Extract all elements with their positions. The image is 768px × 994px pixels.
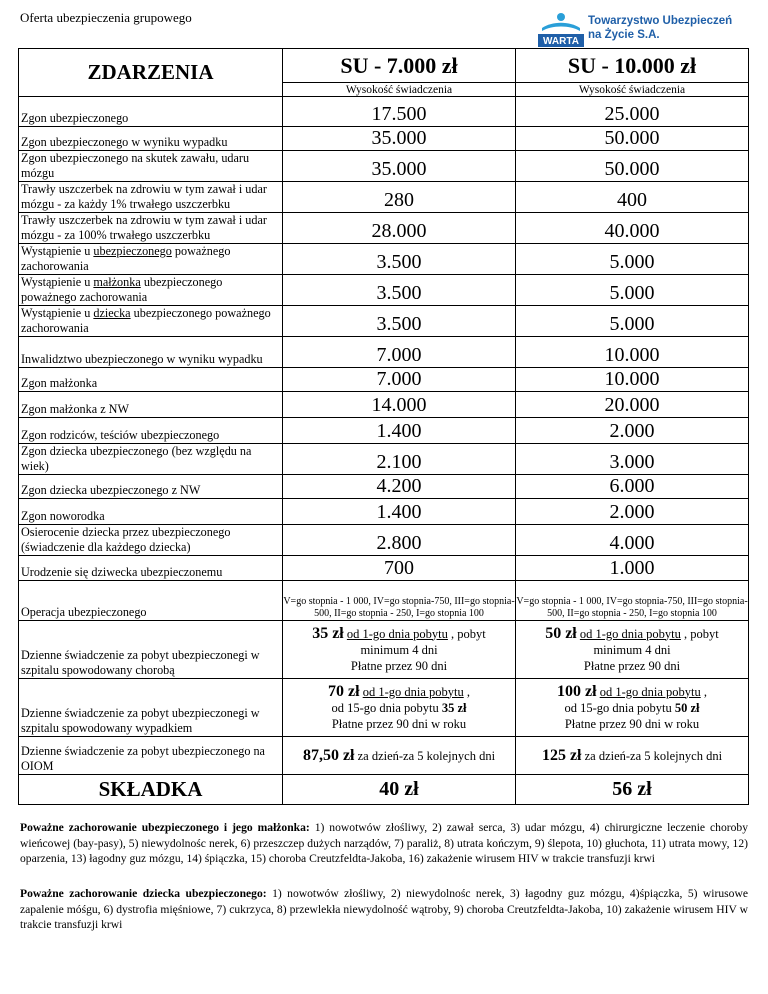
benefit-value-su10000: 3.000 xyxy=(516,444,749,475)
table-row-hospital-illness xyxy=(19,621,749,679)
event-label: Zgon ubezpieczonego xyxy=(19,97,283,127)
benefit-value-su7000: 4.200 xyxy=(283,475,516,499)
table-row-hospital-accident xyxy=(19,679,749,737)
benefit-value-su7000: 3.500 xyxy=(283,275,516,306)
premium-su7000: 40 zł xyxy=(283,775,516,805)
table-row-oiom xyxy=(19,737,749,775)
benefit-value-su10000: 5.000 xyxy=(516,275,749,306)
paid-days-text: Płatne przez 90 dni w roku xyxy=(331,716,467,731)
note1-text: 1) nowotwów złośliwy, 2) zawał serca, 3) udar mózgu, 4) chirurgiczne leczenie choroby wieńcowej (bay-pasy), 5) niewydolnośc nerek, 6) przeszczep dużych narządów, 7) paraliż, 8) utrata kończym, 9) ślepota, 10) głuchota, 11) utrata mowy, 12) oparzenia, 13) łagodny guz mózgu, 14) śpiączka, 15) choroba Creutzfeldta-Jakoba, 16) zakażenie wirusem HIV w trakcie transfuzji krwi xyxy=(20,821,748,865)
table-row xyxy=(19,444,749,475)
table-row xyxy=(19,306,749,337)
paid-days-text: Płatne przez 90 dni xyxy=(350,658,448,673)
benefit-value-su7000: 28.000 xyxy=(283,213,516,244)
paid-days-text: Płatne przez 90 dni xyxy=(583,658,681,673)
event-label: Zgon ubezpieczonego w wyniku wypadku xyxy=(19,127,283,151)
event-label: Zgon małżonka z NW xyxy=(19,392,283,418)
event-label: Zgon ubezpieczonego na skutek zawału, udaru mózgu xyxy=(19,151,283,182)
note2-text: 1) nowotwów złośliwy, 2) niewydolnośc nerek, 3) łagodny guz mózgu, 4)śpiączka, 5) wirusowe zapalenie móśgu, 6) dystrofia mięśniowe, 7) cukrzyca, 8) przewlekła niewydolność wątroby, 9) choroba Creutzfeldta-Jakoba, 10) zakażenie wirusem HIV w trakcie transfuzji krwi xyxy=(20,887,749,931)
operation-benefit-su10000: V=go stopnia - 1 000, IV=go stopnia-750, III=go stopnia-500, II=go stopnia - 250, I=go stopnia 100 xyxy=(516,581,749,621)
hospital-accident-benefit-su10000 xyxy=(516,679,749,737)
event-label-post: ubezpieczonego poważnego zachorowania xyxy=(21,275,223,304)
table-row xyxy=(19,499,749,525)
note1-heading: Poważne zachorowanie ubezpieczonego i jego małżonka: xyxy=(20,821,310,834)
daily-amount-2: 35 zł xyxy=(441,700,467,715)
from-day-text: od 1-go dnia pobytu xyxy=(362,684,464,699)
benefits-table xyxy=(18,48,749,805)
benefit-value-su7000: 17.500 xyxy=(283,97,516,127)
event-label: Zgon noworodka xyxy=(19,499,283,525)
table-row-premium xyxy=(19,775,749,805)
benefit-value-su7000: 3.500 xyxy=(283,244,516,275)
from-day-text: od 1-go dnia pobytu xyxy=(599,684,701,699)
header-events: ZDARZENIA xyxy=(19,49,283,97)
benefit-value-su10000: 2.000 xyxy=(516,499,749,525)
logo-line1: Towarzystwo Ubezpieczeń xyxy=(588,15,733,27)
event-label xyxy=(19,244,283,275)
tail-text: , xyxy=(463,684,470,699)
event-label: Urodzenie się dziwecka ubezpieczonemu xyxy=(19,556,283,581)
logo-text xyxy=(588,14,732,42)
benefit-value-su10000: 1.000 xyxy=(516,556,749,581)
note-serious-illness-adult xyxy=(20,820,748,867)
event-label: Zgon małżonka xyxy=(19,368,283,392)
table-row xyxy=(19,97,749,127)
event-label xyxy=(19,275,283,306)
benefit-value-su10000: 5.000 xyxy=(516,244,749,275)
event-label xyxy=(19,306,283,337)
benefit-value-su10000: 10.000 xyxy=(516,337,749,368)
daily-amount: 70 zł xyxy=(328,682,360,700)
from-15-day-text: od 15-go dnia pobytu xyxy=(331,700,442,715)
paid-days-text: Płatne przez 90 dni w roku xyxy=(564,716,700,731)
event-label-underlined: dziecka xyxy=(93,306,131,320)
tail-text: , pobyt xyxy=(680,626,719,641)
oiom-benefit-su7000 xyxy=(283,737,516,775)
tail-text: , pobyt xyxy=(447,626,486,641)
event-label-pre: Wystąpienie u xyxy=(21,244,94,258)
event-label-pre: Wystąpienie u xyxy=(21,275,94,289)
table-row xyxy=(19,127,749,151)
tail-text: za dzień-za 5 kolejnych dni xyxy=(581,748,723,763)
benefit-value-su10000: 40.000 xyxy=(516,213,749,244)
benefit-value-su10000: 6.000 xyxy=(516,475,749,499)
note-serious-illness-child xyxy=(20,886,748,933)
oiom-benefit-su10000 xyxy=(516,737,749,775)
subheader-benefit-1: Wysokość świadczenia xyxy=(283,83,516,97)
from-day-text: od 1-go dnia pobytu xyxy=(579,626,681,641)
logo-line2: na Życie S.A. xyxy=(588,29,660,41)
from-15-day-text: od 15-go dnia pobytu xyxy=(564,700,675,715)
operation-benefit-su7000: V=go stopnia - 1 000, IV=go stopnia-750, III=go stopnia-500, II=go stopnia - 250, I=go stopnia 100 xyxy=(283,581,516,621)
benefit-value-su7000: 35.000 xyxy=(283,127,516,151)
event-label: Osierocenie dziecka przez ubezpieczonego (świadczenie dla każdego dziecka) xyxy=(19,525,283,556)
hospital-accident-benefit-su7000 xyxy=(283,679,516,737)
benefit-value-su7000: 280 xyxy=(283,182,516,213)
daily-amount: 35 zł xyxy=(312,624,344,642)
table-row xyxy=(19,244,749,275)
from-day-text: od 1-go dnia pobytu xyxy=(346,626,448,641)
event-label-pre: Wystąpienie u xyxy=(21,306,94,320)
table-row xyxy=(19,182,749,213)
benefit-value-su7000: 2.800 xyxy=(283,525,516,556)
hospital-illness-benefit-su10000 xyxy=(516,621,749,679)
min-days-text: minimum 4 dni xyxy=(593,642,671,657)
benefit-value-su7000: 7.000 xyxy=(283,337,516,368)
min-days-text: minimum 4 dni xyxy=(360,642,438,657)
daily-amount-2: 50 zł xyxy=(674,700,700,715)
table-row xyxy=(19,475,749,499)
logo-brand-text: WARTA xyxy=(543,36,579,47)
benefit-value-su10000: 10.000 xyxy=(516,368,749,392)
benefit-value-su10000: 5.000 xyxy=(516,306,749,337)
event-label-post: ubezpieczonego poważnego zachorowania xyxy=(21,306,271,335)
premium-label: SKŁADKA xyxy=(19,775,283,805)
benefit-value-su7000: 14.000 xyxy=(283,392,516,418)
table-row xyxy=(19,337,749,368)
benefit-value-su10000: 25.000 xyxy=(516,97,749,127)
warta-logo-icon xyxy=(538,12,584,48)
event-label: Inwalidztwo ubezpieczonego w wyniku wypadku xyxy=(19,337,283,368)
table-row xyxy=(19,368,749,392)
event-label: Trawły uszczerbek na zdrowiu w tym zawał i udar mózgu - za każdy 1% trwałego uszczerbku xyxy=(19,182,283,213)
header-su-10000: SU - 10.000 zł xyxy=(516,49,749,83)
table-row xyxy=(19,556,749,581)
header-su-7000: SU - 7.000 zł xyxy=(283,49,516,83)
note2-heading: Poważne zachorowanie dziecka ubezpieczonego: xyxy=(20,887,267,900)
benefit-value-su7000: 1.400 xyxy=(283,418,516,444)
benefit-value-su10000: 400 xyxy=(516,182,749,213)
table-row xyxy=(19,392,749,418)
warta-logo xyxy=(538,12,748,48)
hospital-illness-benefit-su7000 xyxy=(283,621,516,679)
event-label-post: poważnego zachorowania xyxy=(21,244,231,273)
benefit-value-su7000: 3.500 xyxy=(283,306,516,337)
benefit-value-su7000: 1.400 xyxy=(283,499,516,525)
event-label: Zgon rodziców, teściów ubezpieczonego xyxy=(19,418,283,444)
event-label: Zgon dziecka ubezpieczonego (bez względu na wiek) xyxy=(19,444,283,475)
event-label: Trawły uszczerbek na zdrowiu w tym zawał i udar mózgu - za 100% trwałego uszczerbku xyxy=(19,213,283,244)
table-row-operation xyxy=(19,581,749,621)
daily-amount: 50 zł xyxy=(545,624,577,642)
benefit-value-su10000: 4.000 xyxy=(516,525,749,556)
tail-text: , xyxy=(700,684,707,699)
daily-amount: 87,50 zł xyxy=(302,746,355,764)
table-row xyxy=(19,151,749,182)
event-label: Dzienne świadczenie za pobyt ubezpieczonegi w szpitalu spowodowany wypadkiem xyxy=(19,679,283,737)
daily-amount: 125 zł xyxy=(541,746,582,764)
table-row xyxy=(19,275,749,306)
tail-text: za dzień-za 5 kolejnych dni xyxy=(354,748,496,763)
table-row xyxy=(19,525,749,556)
benefit-value-su10000: 50.000 xyxy=(516,151,749,182)
benefit-value-su7000: 2.100 xyxy=(283,444,516,475)
benefit-value-su10000: 2.000 xyxy=(516,418,749,444)
benefit-value-su10000: 20.000 xyxy=(516,392,749,418)
benefit-value-su7000: 7.000 xyxy=(283,368,516,392)
event-label: Dzienne świadczenie za pobyt ubezpieczonego na OIOM xyxy=(19,737,283,775)
benefit-value-su7000: 35.000 xyxy=(283,151,516,182)
daily-amount: 100 zł xyxy=(557,682,597,700)
event-label: Zgon dziecka ubezpieczonego z NW xyxy=(19,475,283,499)
event-label: Dzienne świadczenie za pobyt ubezpieczonegi w szpitalu spowodowany chorobą xyxy=(19,621,283,679)
subheader-benefit-2: Wysokość świadczenia xyxy=(516,83,749,97)
event-label-underlined: ubezpieczonego xyxy=(93,244,172,258)
table-row xyxy=(19,213,749,244)
document-title: Oferta ubezpieczenia grupowego xyxy=(20,10,192,25)
benefit-value-su7000: 700 xyxy=(283,556,516,581)
premium-su10000: 56 zł xyxy=(516,775,749,805)
benefit-value-su10000: 50.000 xyxy=(516,127,749,151)
table-row xyxy=(19,418,749,444)
event-label: Operacja ubezpieczonego xyxy=(19,581,283,621)
event-label-underlined: małżonka xyxy=(93,275,141,289)
